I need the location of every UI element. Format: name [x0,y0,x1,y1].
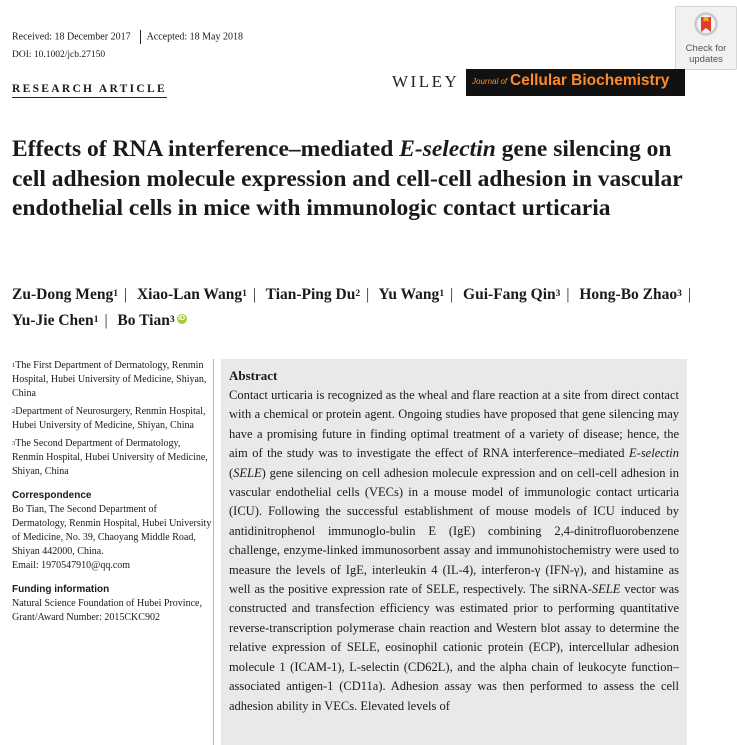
abstract-text-3: ) gene silencing on cell adhesion molecule expression and on cell-cell adhesion in vascular endothelial cells (VECs) in a mouse model of immunologic contact urticaria (ICU). Following the successful establishment of mouse models of ICU induced by antidinitrophenol immunoglo-bulin E (IgE) combining 2,4-dinitrofluorobenzene challenge, enzyme-linked immunosorbent assay and immunohistochemistry were used to measure the levels of IgE, interleukin 4 (IL-4), interferon-γ (IFN-γ), and histamine as well as the positive expression rate of SELE, respectively. The siRNA- [229,465,679,597]
received-date: Received: 18 December 2017 [12,31,131,43]
author-name-text: Tian-Ping Du [265,286,356,303]
abstract-text-1: Contact urticaria is recognized as the wheal and flare reaction at a site from direct contact with a chemical or protein agent. Ongoing studies have proposed that gene silencing may have a promising future in finding optimal treatment of a variety of disease; hence, the aim of the study was to investigate the effect of RNA interference–mediated [229,388,679,461]
correspondence-email[interactable]: Email: 1970547910@qq.com [12,560,131,571]
journal-name: Cellular Biochemistry [510,72,670,89]
affiliation-text: The First Department of Dermatology, Renmin Hospital, Hubei University of Medicine, Shiyan, China [12,360,207,399]
accepted-date: Accepted: 18 May 2018 [146,31,243,43]
affiliation-number: 2 [12,408,16,415]
affiliations [12,359,212,479]
title-part-1: Effects of RNA interference–mediated [12,136,400,162]
journal-prefix: Journal of [472,77,508,86]
author-name-text: Zu-Dong Meng [12,286,114,303]
doi[interactable]: DOI: 10.1002/jcb.27150 [12,50,106,60]
author-name[interactable] [12,312,98,329]
author-affiliation-number: 3 [555,289,561,299]
abstract-text-4: vector was constructed and transfection efficiency was estimated prior to performing quantitative reverse-transcription polymerase chain reaction and Western blot assay to determine the relative expression of SELE, eosinophil cationic protein (ECP), intercellular adhesion molecule 1 (ICAM-1), L-selectin (CD62L), and the alpha chain of leukocyte function–associated antigen-1 (CD11a). Adhesion assay was then performed to assess the cell adhesion ability in VECs. Elevated levels of [229,582,679,713]
column-divider [213,359,214,745]
author-separator: | [450,286,454,303]
abstract-italic-1: E-selectin [629,446,679,461]
date-divider [140,30,141,44]
author-name-text: Gui-Fang Qin [463,286,556,303]
author-separator: | [123,286,128,303]
abstract-text-2: ( [229,465,234,480]
title-part-2: gene silencing on cell adhesion molecule expression and cell-cell adhesion in vascular endothelial cells in mice with immunologic contact urticaria [12,136,683,221]
author-affiliation-number: 1 [113,289,118,299]
author-name[interactable] [579,286,682,303]
bookmark-icon [694,12,718,38]
article-type: RESEARCH ARTICLE [12,83,167,98]
author-name[interactable] [137,286,247,303]
article-title [12,135,692,224]
abstract-body [229,386,679,716]
author-affiliation-number: 3 [677,289,682,299]
correspondence-heading: Correspondence [12,490,92,501]
author-affiliation-number: 1 [439,289,445,299]
author-name-text: Yu-Jie Chen [12,312,94,329]
affiliation-number: 1 [12,362,16,369]
check-updates-line2: updates [689,54,723,65]
author-name-text: Yu Wang [378,286,440,303]
author-separator: | [104,312,108,329]
check-updates-line1: Check for [685,43,727,54]
author-affiliation-number: 3 [169,315,175,325]
affiliation [12,405,212,433]
abstract-italic-2: SELE [233,465,262,480]
author-name-text: Xiao-Lan Wang [136,286,243,303]
author-name[interactable] [117,312,186,329]
publisher-logo: WILEY [392,72,460,91]
author-separator: | [366,286,370,303]
author-affiliation-number: 1 [93,315,99,325]
funding-text: Natural Science Foundation of Hubei Province, Grant/Award Number: 2015CKC902 [12,598,202,623]
author-affiliation-number: 1 [242,289,247,299]
affiliation-number: 3 [12,440,16,447]
author-name[interactable] [463,286,560,303]
affiliation-text: The Second Department of Dermatology, Renmin Hospital, Hubei University of Medicine, Shiyan, China [12,438,208,477]
author-name-text: Bo Tian [117,312,170,329]
title-gene-name: E-selectin [399,136,496,162]
affiliation [12,437,212,479]
correspondence-text: Bo Tian, The Second Department of Dermatology, Renmin Hospital, Hubei University of Medicine, No. 39, Chaoyang Middle Road, Shiyan 442000, China. [12,504,212,557]
author-list [12,282,712,334]
abstract-heading: Abstract [229,368,278,383]
author-name[interactable] [266,286,360,303]
author-separator: | [566,286,570,303]
author-name-text: Hong-Bo Zhao [579,286,678,303]
orcid-icon[interactable]: iD [178,315,186,323]
article-dates [12,30,243,44]
author-affiliation-number: 2 [355,289,361,299]
funding-heading: Funding information [12,584,110,595]
author-separator: | [687,286,691,303]
sidebar [12,359,212,625]
journal-banner[interactable] [466,69,685,96]
abstract-italic-3: SELE [591,582,621,597]
affiliation [12,359,212,401]
check-for-updates-button[interactable] [675,6,737,70]
author-name[interactable] [379,286,445,303]
author-name[interactable] [12,286,118,303]
author-separator: | [252,286,257,303]
abstract-box [221,359,687,745]
affiliation-text: Department of Neurosurgery, Renmin Hospital, Hubei University of Medicine, Shiyan, China [12,406,206,431]
